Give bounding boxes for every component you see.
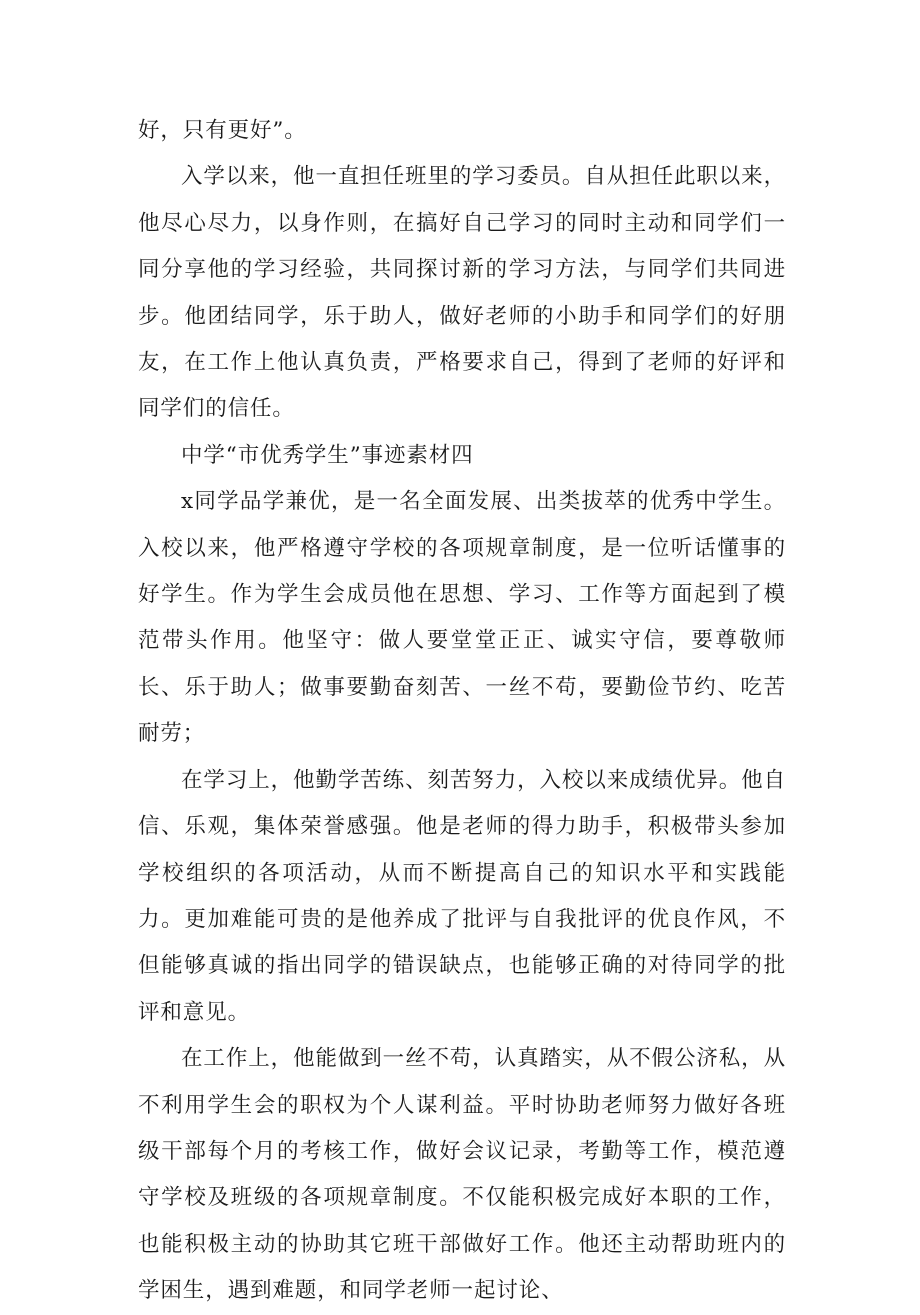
paragraph-continuation: 好，只有更好”。	[138, 118, 307, 143]
paragraph-study: 在学习上，他勤学苦练、刻苦努力，入校以来成绩优异。他自信、乐观，集体荣誉感强。他是老师的得力助手，积极带头参加学校组织的各项活动，从而不断提高自己的知识水平和实践能力。更加难能可贵的是他养成了批评与自我批评的优良作风，不但能够真诚的指出同学的错误缺点，也能够正确的对待同学的批评和意见。	[138, 767, 786, 1025]
document-body	[138, 108, 786, 1315]
section-heading: 中学“市优秀学生”事迹素材四	[181, 442, 474, 468]
paragraph-work: 在工作上，他能做到一丝不苟，认真踏实，从不假公济私，从不利用学生会的职权为个人谋利益。平时协助老师努力做好各班级干部每个月的考核工作，做好会议记录，考勤等工作，模范遵守学校及班级的各项规章制度。不仅能积极完成好本职的工作，也能积极主动的协助其它班干部做好工作。他还主动帮助班内的学困生，遇到难题，和同学老师一起讨论、	[138, 1046, 786, 1304]
paragraph-study-committee: 入学以来，他一直担任班里的学习委员。自从担任此职以来，他尽心尽力，以身作则，在搞好自己学习的同时主动和同学们一同分享他的学习经验，共同探讨新的学习方法，与同学们共同进步。他团结同学，乐于助人，做好老师的小助手和同学们的好朋友，在工作上他认真负责，严格要求自己，得到了老师的好评和同学们的信任。	[138, 164, 786, 422]
paragraph-introduction: x同学品学兼优，是一名全面发展、出类拔萃的优秀中学生。入校以来，他严格遵守学校的各项规章制度，是一位听话懂事的好学生。作为学生会成员他在思想、学习、工作等方面起到了模范带头作用。他坚守：做人要堂堂正正、诚实守信，要尊敬师长、乐于助人；做事要勤奋刻苦、一丝不苟，要勤俭节约、吃苦耐劳；	[138, 489, 786, 747]
